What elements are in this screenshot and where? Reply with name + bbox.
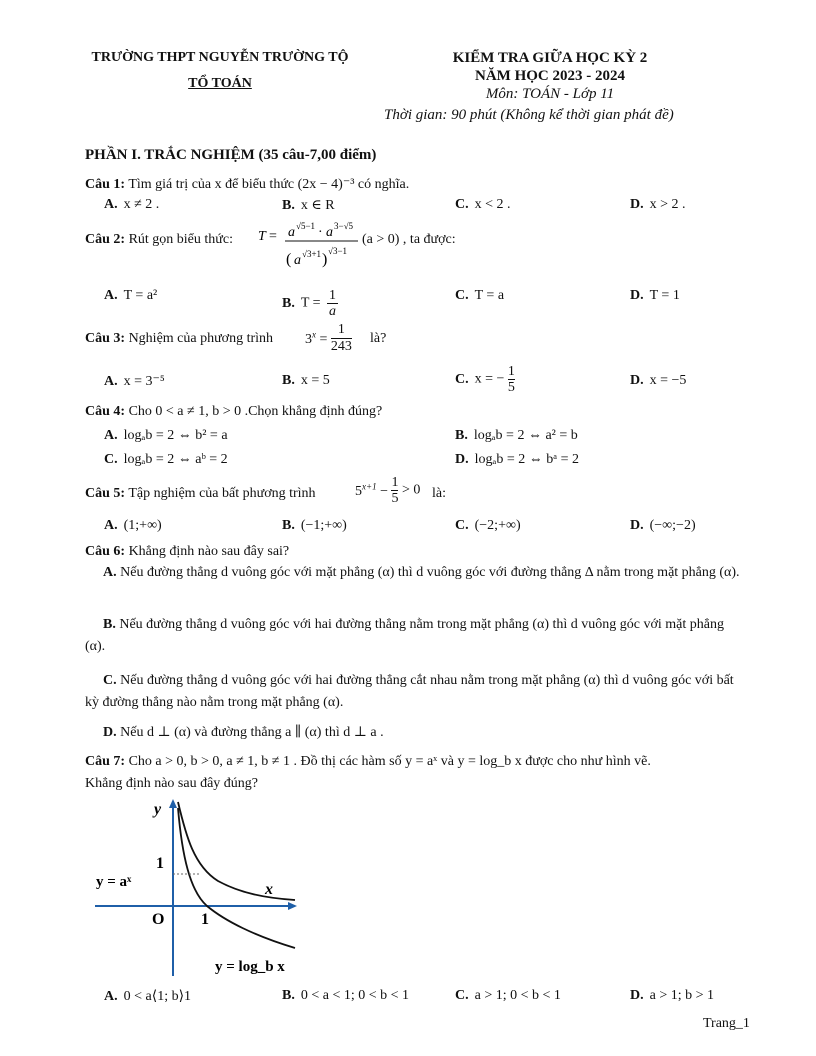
q7-graph <box>90 796 305 986</box>
q6-option-c[interactable]: C. Nếu đường thẳng d vuông góc với hai đường thẳng cắt nhau nằm trong mặt phẳng (α) thì d vuông góc với bất kỳ đường thẳng nào nằm trong mặt phẳng (α). <box>85 673 734 710</box>
q6-option-a[interactable]: A. Nếu đường thẳng d vuông góc với mặt phẳng (α) thì d vuông góc với đường thẳng Δ nằm trong mặt phẳng (α). <box>103 565 740 580</box>
q4-option-b[interactable]: B. logₐb = 2 ⇔ a² = b <box>455 428 578 443</box>
q5-option-a[interactable]: A. (1;+∞) <box>104 518 162 533</box>
q5-option-b[interactable]: B. (−1;+∞) <box>282 518 347 533</box>
exam-title: KIỂM TRA GIỮA HỌC KỲ 2 <box>452 50 648 66</box>
q3-equation: $3^x$ = $\frac{1}{243}$ <box>305 322 352 354</box>
q2-condition: (a > 0) , ta được: <box>362 232 456 247</box>
exam-time: Thời gian: 90 phút (Không kể thời gian phát đề) <box>384 107 674 123</box>
q3-option-c[interactable]: C. x = − $\frac{1}{5}$ <box>455 364 515 395</box>
q2-option-d[interactable]: D. T = 1 <box>630 288 680 303</box>
q5-inequality: $5^{x+1}$ − $\frac{1}{5}$ > 0 <box>355 475 421 506</box>
y-axis-label: y <box>154 801 162 818</box>
q6-option-b[interactable]: B. Nếu đường thẳng d vuông góc với hai đường thẳng nằm trong mặt phẳng (α) thì d vuông góc với mặt phẳng (α). <box>85 617 724 654</box>
question-7: Câu 7: Cho a > 0, b > 0, a ≠ 1, b ≠ 1 . Đồ thị các hàm số y = aˣ và y = log_b x được cho như hình vẽ. <box>85 754 651 769</box>
svg-text:=: = <box>269 229 277 244</box>
exp-label: y = aˣ <box>96 874 132 890</box>
x-one-label: 1 <box>201 911 209 928</box>
q4-option-c[interactable]: C. logₐb = 2 ⇔ aᵇ = 2 <box>104 452 228 467</box>
q3-tail: là? <box>370 331 387 346</box>
svg-text:): ) <box>322 251 328 268</box>
q2-formula <box>258 218 458 283</box>
svg-text:√3−1: √3−1 <box>328 246 348 256</box>
origin-label: O <box>152 911 165 928</box>
q2-option-b[interactable]: B. T = $\frac{1}{a}$ <box>282 288 337 319</box>
q2-option-a[interactable]: A. T = a² <box>104 288 158 303</box>
q4-option-a[interactable]: A. logₐb = 2 ⇔ b² = a <box>104 428 228 443</box>
q2-option-c[interactable]: C. T = a <box>455 288 505 303</box>
q6-option-d[interactable]: D. Nếu d ⊥ (α) và đường thẳng a ∥ (α) thì d ⊥ a . <box>103 725 384 740</box>
school-name: TRƯỜNG THPT NGUYỄN TRƯỜNG TỘ <box>91 50 349 65</box>
q7-option-d[interactable]: D. a > 1; b > 1 <box>630 988 715 1003</box>
question-6: Câu 6: Khẳng định nào sau đây sai? <box>85 544 290 559</box>
svg-text:√3+1: √3+1 <box>302 249 322 259</box>
question-1: Câu 1: Tìm giá trị của x để biểu thức (2x − 4)⁻³ có nghĩa. <box>85 177 410 192</box>
q3-option-b[interactable]: B. x = 5 <box>282 373 330 388</box>
department: TỔ TOÁN <box>188 76 252 91</box>
q5-option-d[interactable]: D. (−∞;−2) <box>630 518 696 533</box>
q3-option-d[interactable]: D. x = −5 <box>630 373 687 388</box>
q1-option-d[interactable]: D. x > 2 . <box>630 197 686 212</box>
q5-tail: là: <box>432 486 446 501</box>
q1-option-a[interactable]: A. x ≠ 2 . <box>104 197 160 212</box>
q4-option-d[interactable]: D. logₐb = 2 ⇔ bᵃ = 2 <box>455 452 579 467</box>
q1-option-b[interactable]: B. x ∈ R <box>282 198 335 213</box>
svg-text:a: a <box>294 253 301 268</box>
svg-text:T: T <box>258 229 266 244</box>
question-7-line2: Khẳng định nào sau đây đúng? <box>85 776 259 791</box>
question-2: Câu 2: Rút gọn biểu thức: <box>85 232 233 247</box>
svg-text:·: · <box>318 225 323 240</box>
question-5: Câu 5: Tập nghiệm của bất phương trình <box>85 486 316 501</box>
school-year: NĂM HỌC 2023 - 2024 <box>475 68 625 84</box>
question-4: Câu 4: Cho 0 < a ≠ 1, b > 0 .Chọn khẳng định đúng? <box>85 404 383 419</box>
log-label: y = log_b x <box>215 959 285 975</box>
q5-option-c[interactable]: C. (−2;+∞) <box>455 518 521 533</box>
svg-text:(: ( <box>286 251 292 268</box>
svg-text:a: a <box>326 225 333 240</box>
subject: Môn: TOÁN - Lớp 11 <box>485 86 615 102</box>
svg-text:a: a <box>288 225 295 240</box>
q7-option-b[interactable]: B. 0 < a < 1; 0 < b < 1 <box>282 988 410 1003</box>
q7-option-c[interactable]: C. a > 1; 0 < b < 1 <box>455 988 561 1003</box>
page-number: Trang_1 <box>703 1016 750 1031</box>
section-title: PHẦN I. TRẮC NGHIỆM (35 câu-7,00 điểm) <box>85 147 377 163</box>
q3-option-a[interactable]: A. x = 3⁻⁵ <box>104 374 165 389</box>
question-3: Câu 3: Nghiệm của phương trình <box>85 331 274 346</box>
q7-option-a[interactable]: A. 0 < a⟨1; b⟩1 <box>104 989 192 1004</box>
x-axis-label: x <box>265 881 273 898</box>
svg-text:3−√5: 3−√5 <box>334 221 354 231</box>
svg-text:√5−1: √5−1 <box>296 221 316 231</box>
q1-option-c[interactable]: C. x < 2 . <box>455 197 511 212</box>
y-one-label: 1 <box>156 855 164 872</box>
